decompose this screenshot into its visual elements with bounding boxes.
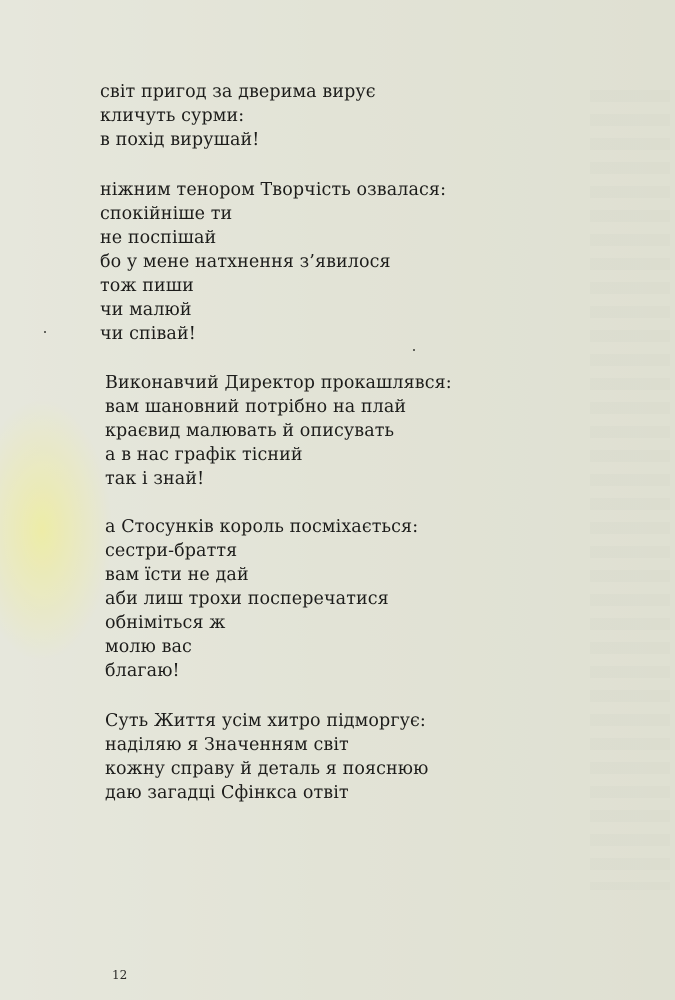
poem-line: даю загадці Сфінкса отвіт: [105, 783, 349, 803]
stanza-2: [100, 178, 446, 346]
poem-line: краєвид малювать й описувать: [105, 421, 395, 441]
poem-line: ніжним тенором Творчість озвалася:: [100, 180, 447, 200]
page-number: 12: [112, 968, 128, 982]
poem-line: чи малюй: [100, 300, 192, 320]
poem-line: не поспішай: [100, 228, 217, 248]
poem-line: благаю!: [105, 661, 180, 681]
poem-line: а Стосунків король посміхається:: [105, 517, 419, 537]
poem-line: світ пригод за дверима вирує: [100, 82, 376, 102]
poem-line: аби лиш трохи посперечатися: [105, 589, 389, 609]
poem-line: чи співай!: [100, 324, 196, 344]
poem-line: молю вас: [105, 637, 192, 657]
stanza-3: [105, 371, 452, 491]
poem-line: кличуть сурми:: [100, 106, 245, 126]
paper-speck: [413, 349, 415, 351]
poem-line: кожну справу й деталь я пояснюю: [105, 759, 429, 779]
poem-line: тож пиши: [100, 276, 194, 296]
poem-line: обніміться ж: [105, 613, 226, 633]
stanza-4: [105, 515, 418, 683]
poem-line: вам їсти не дай: [105, 565, 249, 585]
stanza-5: [105, 709, 428, 805]
poem-line: бо у мене натхнення з’явилося: [100, 252, 391, 272]
poem-line: наділяю я Значенням світ: [105, 735, 349, 755]
paper-speck: [44, 331, 46, 333]
poem-line: в похід вирушай!: [100, 130, 260, 150]
poem-line: спокійніше ти: [100, 204, 233, 224]
poem-line: вам шановний потрібно на плай: [105, 397, 407, 417]
poem-line: сестри-браття: [105, 541, 238, 561]
bleed-through-texture: [590, 90, 670, 890]
poem-line: так і знай!: [105, 469, 205, 489]
poem-line: Виконавчий Директор прокашлявся:: [105, 373, 452, 393]
stanza-1: [100, 80, 376, 152]
poem-line: Суть Життя усім хитро підморгує:: [105, 711, 426, 731]
poem-line: а в нас графік тісний: [105, 445, 303, 465]
